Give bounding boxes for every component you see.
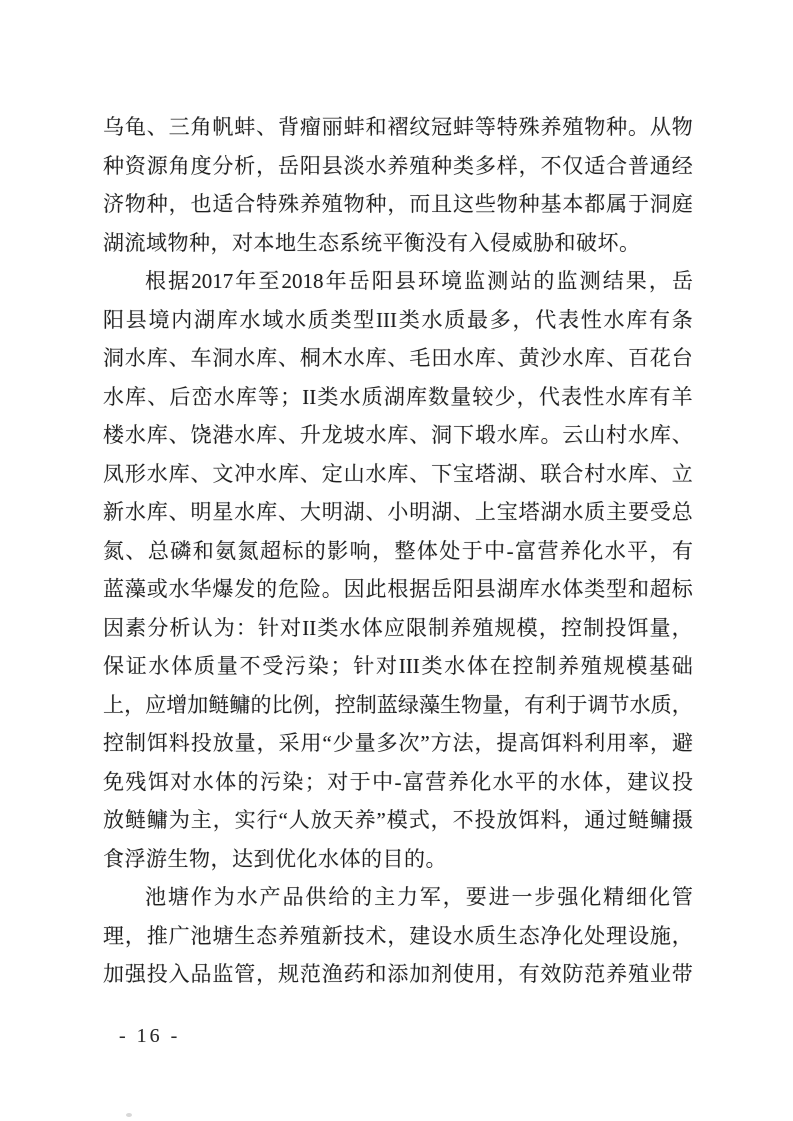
paragraph [103,262,693,878]
text-line: 蓝 藻 或 水 华 爆 发 的 危 险 。 因 此 根 据 岳 阳 县 湖 库 水 体 类 型 和 超 标 [103,577,693,601]
paragraph [103,878,693,994]
paragraph [103,108,693,262]
text-line: 理 ， 推 广 池 塘 生 态 养 殖 新 技 术 ， 建 设 水 质 生 态 净 化 处 理 设 施 ， [103,923,693,948]
text-line: 放 鲢 鳙 为 主 ， 实 行 “ 人 放 天 养 ” 模 式 ， 不 投 放 饵 料 ， 通 过 鲢 鳙 摄 [103,808,693,832]
text-line: 乌 龟 、 三 角 帆 蚌 、 背 瘤 丽 蚌 和 褶 纹 冠 蚌 等 特 殊 养 殖 物 种 。 从 物 [103,115,693,139]
text-line: 种 资 源 角 度 分 析 ， 岳 阳 县 淡 水 养 殖 种 类 多 样 ， 不 仅 适 合 普 通 经 [103,153,693,178]
scan-speck [126,1113,132,1117]
text-line: 氮 、 总 磷 和 氨 氮 超 标 的 影 响 ， 整 体 处 于 中 - 富 营 养 化 水 平 ， 有 [103,538,693,563]
text-line: 洞 水 库 、 车 洞 水 库 、 桐 木 水 库 、 毛 田 水 库 、 黄 沙 水 库 、 百 花 台 [103,346,693,370]
text-line: 控 制 饵 料 投 放 量 ， 采 用 “ 少 量 多 次 ” 方 法 ， 提 高 饵 料 利 用 率 ， 避 [103,731,693,755]
text-line: 池 塘 作 为 水 产 品 供 给 的 主 力 军 ， 要 进 一 步 强 化 精 细 化 管 [145,885,693,909]
text-line: 保 证 水 体 质 量 不 受 污 染 ； 针 对 III 类 水 体 在 控 制 养 殖 规 模 基 础 [103,654,693,678]
text-line: 凤 形 水 库 、 文 冲 水 库 、 定 山 水 库 、 下 宝 塔 湖 、 联 合 村 水 库 、 立 [103,461,693,486]
text-line: 楼 水 库 、 饶 港 水 库 、 升 龙 坡 水 库 、 洞 下 塅 水 库 。 云 山 村 水 库 、 [103,423,693,447]
text-line: 上 ， 应 增 加 鲢 鳙 的 比 例 ， 控 制 蓝 绿 藻 生 物 量 ， 有 利 于 调 节 水 质 ， [103,692,693,717]
text-line: 食浮游生物，达到优化水体的目的。 [103,846,447,871]
text-line: 因 素 分 析 认 为 ： 针 对 II 类 水 体 应 限 制 养 殖 规 模 ， 控 制 投 饵 量 ， [103,615,693,640]
text-line: 新 水 库 、 明 星 水 库 、 大 明 湖 、 小 明 湖 、 上 宝 塔 湖 水 质 主 要 受 总 [103,500,693,524]
text-block [103,108,693,994]
page-number: - 16 - [119,1025,181,1047]
text-line: 阳 县 境 内 湖 库 水 域 水 质 类 型 III 类 水 质 最 多 ， 代 表 性 水 库 有 条 [103,307,693,332]
text-line: 济 物 种 ， 也 适 合 特 殊 养 殖 物 种 ， 而 且 这 些 物 种 基 本 都 属 于 洞 庭 [103,192,693,216]
text-line: 水 库 、 后 峦 水 库 等 ； II 类 水 质 湖 库 数 量 较 少 ， 代 表 性 水 库 有 羊 [103,384,693,409]
text-line: 免 残 饵 对 水 体 的 污 染 ； 对 于 中 - 富 营 养 化 水 平 的 水 体 ， 建 议 投 [103,769,693,794]
text-line: 加 强 投 入 品 监 管 ， 规 范 渔 药 和 添 加 剂 使 用 ， 有 效 防 范 养 殖 业 带 [103,962,693,986]
text-line: 根 据 2017 年 至 2018 年 岳 阳 县 环 境 监 测 站 的 监 测 结 果 ， 岳 [145,269,693,293]
text-line: 湖流域物种，对本地生态系统平衡没有入侵威胁和破坏。 [103,230,641,255]
